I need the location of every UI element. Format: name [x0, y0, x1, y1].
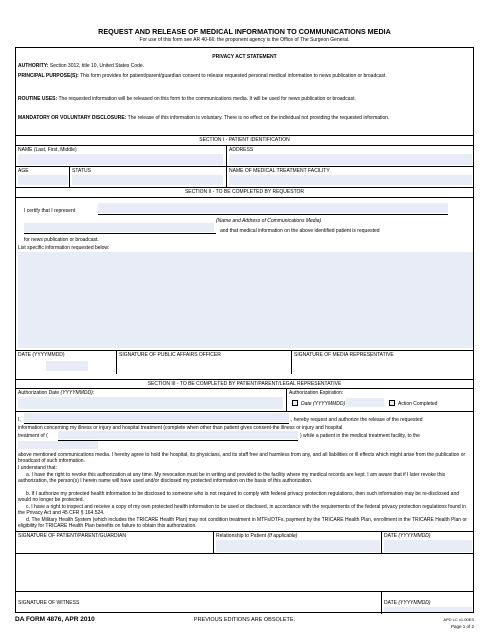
routine-uses-statement: ROUTINE USES: The requested information will be released on this form to the communications media. It will be used for news publication or broadcast.	[18, 96, 356, 102]
relationship-field[interactable]	[216, 540, 380, 552]
item-a: a. I have the right to revoke this authorization at any time. My revocation must be in writing and provided to the facility where my medical records are kept. I am aware that if I later revoke this authorization, the person(s) I herein name will have used and/or disclosed my protected information on the basis of this authorization.	[18, 472, 446, 484]
item-b: b. If I authorize my protected health information to be disclosed to someone who is not required to comply with federal privacy protection regulations, then such information may be re-disclosed and would no longer be protected.	[18, 491, 460, 503]
patient-signature-label: SIGNATURE OF PATIENT/PARENT/GUARDIAN	[18, 533, 126, 539]
section-2-heading: SECTION II - TO BE COMPLETED BY REQUESTOR	[184, 189, 305, 195]
section-3-heading: SECTION III - TO BE COMPLETED BY PATIENT/PARENT/LEGAL REPRESENTATIVE	[147, 381, 342, 387]
age-field[interactable]	[18, 175, 68, 185]
certify-text: I certify that I represent	[24, 208, 76, 214]
address-label: ADDRESS	[229, 147, 254, 153]
form-title: REQUEST AND RELEASE OF MEDICAL INFORMATION TO COMMUNICATIONS MEDIA	[98, 27, 391, 36]
exp-date-field[interactable]	[346, 398, 384, 407]
expiration-label: Authorization Expiration:	[289, 390, 344, 396]
auth-date-label: Authorization Date (YYYYMMDD):	[18, 390, 95, 396]
purpose-statement: PRINCIPAL PURPOSE(S): This form provides for patient/parent/guardian consent to release requested personal medical information to news publication or broadcast.	[18, 73, 387, 79]
above-text: above mentioned communications media. I hereby agree to hold the hospital, its physicians, and its staff free and harmless from any, and all liabilities or ill effects which might arise from the publication or broadcast of such information.	[18, 452, 466, 464]
page-number: Page 1 of 2	[450, 624, 474, 629]
status-field[interactable]	[72, 175, 223, 185]
while-patient-text: ) while a patient in the medical treatment facility, to the	[300, 433, 420, 439]
form-subtitle: For use of this form see AR 40-66; the proponent agency is the Office of The Surgeon General.	[139, 37, 350, 43]
date-field[interactable]	[46, 361, 88, 371]
date-label: DATE (YYYYMMDD)	[18, 352, 65, 358]
list-label: List specific information requested below:	[18, 245, 110, 251]
for-news-text: for news publication or broadcast.	[24, 237, 99, 243]
treatment-of-text: treatment of (	[18, 433, 48, 439]
hereby-text: , hereby request and authorize the release of the requested	[291, 417, 423, 423]
name-label: NAME (Last, First, Middle)	[18, 147, 77, 153]
understand-text: I understand that:	[18, 465, 57, 471]
age-label: AGE	[18, 168, 29, 174]
treatment-of-cont-field[interactable]	[18, 441, 98, 449]
status-label: STATUS	[72, 168, 91, 174]
item-c: c. I have a right to inspect and receive a copy of my own protected health information to be used or disclosed, in accordance with the requirements of the federal privacy protection regulations found in the Privacy Act and 45 CFR § 164.524.	[18, 504, 466, 516]
requested-info-field[interactable]	[18, 252, 473, 348]
patient-date-field[interactable]	[384, 540, 472, 552]
privacy-heading: PRIVACY ACT STATEMENT	[212, 54, 277, 60]
action-completed-label: Action Completed	[398, 401, 438, 407]
patient-date-label: DATE (YYYYMMDD)	[384, 533, 431, 539]
form-body	[15, 47, 474, 613]
version-label: APD LC v1.00ES	[443, 617, 474, 622]
expiration-date-checkbox[interactable]	[292, 400, 298, 406]
concerning-text: information concerning my illness or injury and hospital treatment (complete when other than patient gives consent-the illness or injury and hospital	[18, 425, 343, 431]
name-field[interactable]	[18, 154, 223, 165]
section-1-heading: SECTION I - PATIENT IDENTIFICATION	[199, 137, 290, 143]
patient-name-field[interactable]	[24, 413, 289, 422]
action-completed-checkbox[interactable]	[389, 400, 395, 406]
item-d: d. The Military Health System (which includes the TRICARE Health Plan) may not condition treatment in MTFs/DTFs, payment by the TRICARE Health Plan, enrollment in the TRICARE Health Plan or eligibility for TRICARE Health Plan benefits on failure to obtain this authorization.	[18, 517, 467, 529]
exp-date-label: Date (YYYYMMDD)	[301, 401, 346, 407]
pao-signature-label: SIGNATURE OF PUBLIC AFFAIRS OFFICER	[119, 352, 221, 358]
witness-date-label: DATE (YYYYMMDD)	[384, 600, 431, 606]
treatment-of-field[interactable]	[58, 431, 298, 439]
media-caption: (Name and Address of Communications Media)	[216, 218, 322, 224]
form-id: DA FORM 4876, APR 2010	[15, 616, 95, 623]
witness-signature-label: SIGNATURE OF WITNESS	[18, 600, 80, 606]
auth-date-field[interactable]	[18, 397, 283, 409]
i-label: I,	[18, 417, 21, 423]
media-signature-label: SIGNATURE OF MEDIA REPRESENTATIVE	[294, 352, 394, 358]
media-name-field[interactable]	[98, 203, 448, 213]
media-address-field[interactable]	[24, 223, 214, 232]
authority-statement: AUTHORITY: Section 3012, title 10, United States Code.	[18, 63, 145, 69]
obsolete-notice: PREVIOUS EDITIONS ARE OBSOLETE.	[193, 617, 296, 623]
facility-label: NAME OF MEDICAL TREATMENT FACILITY	[229, 168, 330, 174]
facility-field[interactable]	[229, 175, 472, 185]
address-field[interactable]	[229, 154, 472, 165]
relationship-label: Relationship to Patient (If applicable)	[216, 533, 298, 539]
witness-date-field[interactable]	[384, 607, 472, 612]
disclosure-statement: MANDATORY OR VOLUNTARY DISCLOSURE: The release of this information is voluntary. There is no effect on the individual not providing the requested information.	[18, 115, 390, 121]
media-after-text: and that medical information on the above identified patient is requested	[220, 228, 380, 234]
